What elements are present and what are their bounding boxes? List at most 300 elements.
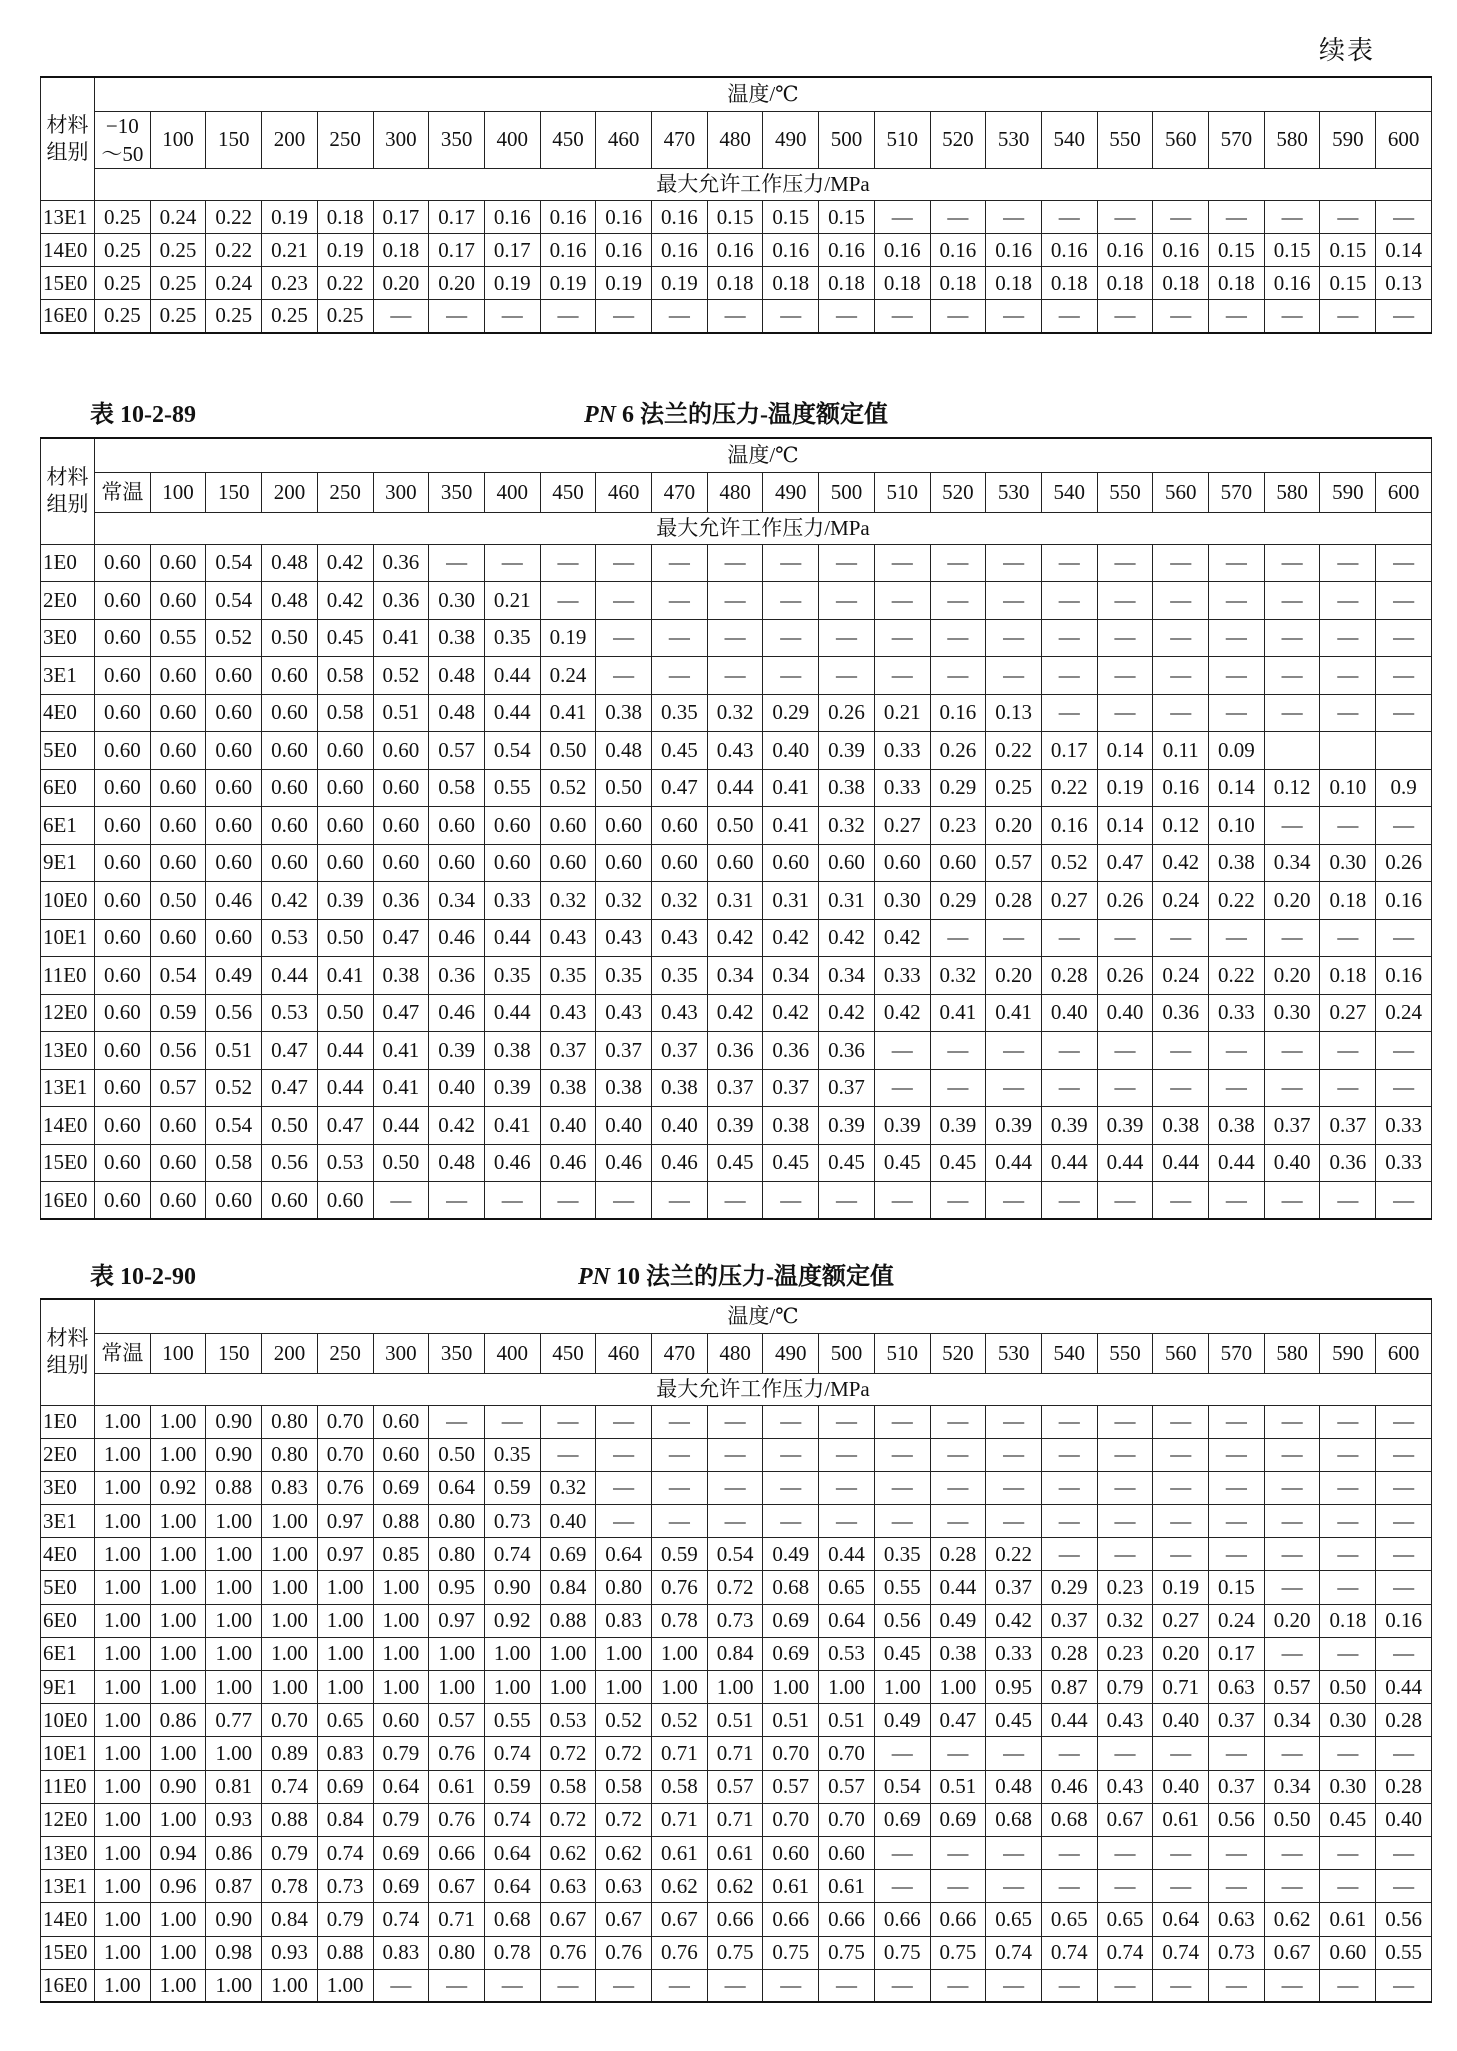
pressure-cell: 0.24 — [1376, 994, 1432, 1032]
pressure-cell: 0.40 — [652, 1107, 708, 1145]
pressure-cell: — — [1264, 1870, 1320, 1903]
temperature-column-header: 550 — [1097, 111, 1153, 169]
pressure-cell: — — [1153, 1836, 1209, 1869]
pressure-cell: 0.45 — [763, 1144, 819, 1182]
pressure-cell: 0.21 — [262, 234, 318, 267]
pressure-cell: 0.27 — [874, 807, 930, 845]
pressure-cell: 0.16 — [1153, 769, 1209, 807]
temperature-column-header: 350 — [429, 111, 485, 169]
pressure-cell: — — [1097, 1836, 1153, 1869]
pressure-cell: 0.53 — [262, 994, 318, 1032]
temperature-header: 温度/℃ — [95, 438, 1432, 472]
pressure-cell: 0.60 — [317, 1182, 373, 1220]
pressure-cell: 0.44 — [484, 919, 540, 957]
pressure-cell: 0.22 — [206, 201, 262, 234]
pressure-cell: 0.67 — [1264, 1936, 1320, 1969]
pressure-cell: 0.30 — [1320, 1704, 1376, 1737]
pressure-cell: 0.59 — [150, 994, 206, 1032]
pressure-cell: 0.64 — [484, 1836, 540, 1869]
pressure-cell: 0.71 — [707, 1803, 763, 1836]
pressure-cell: 0.19 — [540, 619, 596, 657]
pressure-cell: 0.60 — [95, 657, 151, 695]
pressure-cell: — — [1153, 582, 1209, 620]
temperature-column-header: 460 — [596, 472, 652, 512]
temperature-column-header: 520 — [930, 111, 986, 169]
pressure-cell: 0.48 — [596, 732, 652, 770]
pressure-cell: — — [1041, 1438, 1097, 1471]
table-row — [41, 1438, 1432, 1471]
pressure-cell: 0.37 — [1041, 1604, 1097, 1637]
pressure-cell: 0.21 — [484, 582, 540, 620]
pressure-cell: 0.95 — [429, 1571, 485, 1604]
pressure-cell: — — [1320, 1069, 1376, 1107]
ambient-temperature-header — [95, 111, 151, 169]
pressure-cell: 0.64 — [484, 1870, 540, 1903]
pressure-cell: 0.52 — [206, 1069, 262, 1107]
pressure-cell: 1.00 — [206, 1671, 262, 1704]
pressure-cell: 0.25 — [150, 267, 206, 300]
temperature-column-header: 530 — [986, 472, 1042, 512]
pressure-cell: — — [1376, 1737, 1432, 1770]
pressure-cell: 0.72 — [707, 1571, 763, 1604]
pressure-cell: — — [1320, 1182, 1376, 1220]
pressure-cell: 1.00 — [484, 1637, 540, 1670]
header-row-temperature — [41, 438, 1432, 472]
pressure-cell: 0.50 — [540, 732, 596, 770]
pressure-cell: 0.60 — [540, 844, 596, 882]
pressure-cell: — — [930, 1405, 986, 1438]
pressure-cell: 0.60 — [150, 1182, 206, 1220]
pressure-cell: 0.83 — [317, 1737, 373, 1770]
pressure-cell: 0.69 — [930, 1803, 986, 1836]
pressure-cell: 0.60 — [206, 769, 262, 807]
pressure-cell: — — [1264, 657, 1320, 695]
pressure-cell: 0.51 — [707, 1704, 763, 1737]
pressure-cell: 0.51 — [930, 1770, 986, 1803]
temperature-column-header: 600 — [1376, 1333, 1432, 1373]
table-row — [41, 657, 1432, 695]
pressure-cell: — — [1320, 1737, 1376, 1770]
pressure-cell: 0.16 — [1264, 267, 1320, 300]
pressure-cell: 0.69 — [763, 1604, 819, 1637]
pressure-cell: — — [652, 544, 708, 582]
pressure-cell: 0.50 — [317, 994, 373, 1032]
pressure-cell: 0.60 — [95, 544, 151, 582]
pressure-cell: — — [1376, 619, 1432, 657]
pressure-cell: 0.19 — [1153, 1571, 1209, 1604]
pressure-cell: 0.50 — [373, 1144, 429, 1182]
pressure-cell: 1.00 — [373, 1637, 429, 1670]
pressure-cell: — — [1097, 919, 1153, 957]
pressure-cell: 0.76 — [429, 1737, 485, 1770]
pressure-cell: 0.36 — [1153, 994, 1209, 1032]
pressure-cell: — — [1376, 1032, 1432, 1070]
pressure-cell: — — [819, 582, 875, 620]
pressure-cell: 0.15 — [763, 201, 819, 234]
pressure-cell: 1.00 — [150, 1803, 206, 1836]
pressure-cell: 1.00 — [95, 1737, 151, 1770]
pressure-cell: 1.00 — [206, 1969, 262, 2002]
pressure-cell: 0.39 — [1097, 1107, 1153, 1145]
pressure-cell: — — [1320, 1405, 1376, 1438]
pressure-cell: — — [874, 544, 930, 582]
table-row — [41, 234, 1432, 267]
pressure-cell: 0.25 — [95, 300, 151, 333]
temperature-column-header: 200 — [262, 111, 318, 169]
temperature-column-header: 500 — [819, 111, 875, 169]
pressure-cell: — — [652, 657, 708, 695]
pressure-cell: 0.64 — [373, 1770, 429, 1803]
pressure-cell: — — [1320, 1505, 1376, 1538]
temperature-column-header: 540 — [1041, 472, 1097, 512]
pressure-cell: — — [1376, 1438, 1432, 1471]
pressure-cell: 0.16 — [1041, 807, 1097, 845]
pressure-cell: — — [652, 619, 708, 657]
pressure-cell: — — [1153, 300, 1209, 333]
pressure-cell: 0.72 — [540, 1737, 596, 1770]
temperature-header: 温度/℃ — [95, 1299, 1432, 1333]
pressure-cell: 1.00 — [206, 1505, 262, 1538]
pressure-cell: 0.44 — [262, 957, 318, 995]
pressure-cell: 0.40 — [1153, 1704, 1209, 1737]
pressure-cell: — — [652, 1182, 708, 1220]
pressure-cell: — — [1153, 1737, 1209, 1770]
pressure-cell: 0.66 — [763, 1903, 819, 1936]
pressure-cell: 0.40 — [540, 1107, 596, 1145]
pressure-cell: 1.00 — [95, 1870, 151, 1903]
pressure-cell: 0.60 — [95, 1107, 151, 1145]
pressure-cell: 0.88 — [317, 1936, 373, 1969]
pressure-cell: 0.61 — [1320, 1903, 1376, 1936]
table-row — [41, 267, 1432, 300]
pressure-cell: 0.45 — [930, 1144, 986, 1182]
pressure-cell: 0.13 — [1376, 267, 1432, 300]
pressure-cell: 0.32 — [819, 807, 875, 845]
pressure-cell: 0.37 — [986, 1571, 1042, 1604]
pressure-cell: — — [986, 919, 1042, 957]
pressure-cell: 0.94 — [150, 1836, 206, 1869]
pressure-cell: — — [1320, 1032, 1376, 1070]
pressure-cell: 0.60 — [95, 694, 151, 732]
pressure-cell: — — [1153, 201, 1209, 234]
pressure-cell: 0.78 — [484, 1936, 540, 1969]
pressure-cell: — — [540, 582, 596, 620]
pressure-cell: 0.32 — [1097, 1604, 1153, 1637]
pressure-cell: 0.34 — [1264, 1770, 1320, 1803]
pressure-cell: — — [1097, 1505, 1153, 1538]
pressure-cell: 0.14 — [1376, 234, 1432, 267]
pressure-cell: — — [874, 1182, 930, 1220]
pressure-cell: 0.60 — [819, 844, 875, 882]
pressure-cell: 0.16 — [1376, 1604, 1432, 1637]
pressure-cell: 0.88 — [540, 1604, 596, 1637]
pressure-cell: 0.32 — [540, 882, 596, 920]
pressure-cell: 0.90 — [150, 1770, 206, 1803]
material-group-cell: 3E1 — [41, 1505, 95, 1538]
pressure-cell: 0.74 — [373, 1903, 429, 1936]
pressure-cell: 0.31 — [707, 882, 763, 920]
pressure-cell: 0.77 — [206, 1704, 262, 1737]
pressure-cell: 0.60 — [95, 994, 151, 1032]
table-row — [41, 807, 1432, 845]
pressure-cell: 0.46 — [429, 994, 485, 1032]
pressure-cell: 0.39 — [819, 732, 875, 770]
pressure-cell: 0.26 — [930, 732, 986, 770]
pressure-cell: — — [1097, 1471, 1153, 1504]
pressure-cell: 0.60 — [95, 919, 151, 957]
pressure-cell: 0.60 — [150, 919, 206, 957]
pressure-cell: — — [596, 1438, 652, 1471]
temperature-column-header: 200 — [262, 472, 318, 512]
pressure-cell: — — [1097, 694, 1153, 732]
pressure-cell: — — [1097, 544, 1153, 582]
pressure-cell: 0.16 — [540, 234, 596, 267]
header-row-temperature-values — [41, 1333, 1432, 1373]
pressure-cell: 0.22 — [986, 1538, 1042, 1571]
pressure-cell: 0.56 — [262, 1144, 318, 1182]
pressure-cell: 0.19 — [262, 201, 318, 234]
pressure-cell: — — [1264, 582, 1320, 620]
pressure-cell: — — [874, 619, 930, 657]
pressure-cell: — — [1264, 1069, 1320, 1107]
pressure-cell: 0.42 — [262, 882, 318, 920]
pressure-cell: 0.60 — [1320, 1936, 1376, 1969]
pressure-cell: — — [1041, 1405, 1097, 1438]
pressure-cell: — — [1376, 544, 1432, 582]
pressure-cell: — — [1209, 1032, 1265, 1070]
pressure-cell: 0.16 — [652, 201, 708, 234]
pressure-cell: 0.58 — [317, 657, 373, 695]
pressure-cell: — — [874, 300, 930, 333]
pressure-cell: 0.67 — [652, 1903, 708, 1936]
pressure-cell: — — [1041, 657, 1097, 695]
rating-table-continued — [40, 76, 1432, 334]
pressure-cell: — — [484, 300, 540, 333]
pressure-cell: 1.00 — [95, 1936, 151, 1969]
pressure-cell: 0.64 — [596, 1538, 652, 1571]
pressure-cell: 0.35 — [874, 1538, 930, 1571]
pressure-cell: 1.00 — [262, 1671, 318, 1704]
pressure-cell: — — [596, 300, 652, 333]
pressure-cell: 0.36 — [819, 1032, 875, 1070]
pressure-cell: 0.39 — [874, 1107, 930, 1145]
pressure-cell: — — [707, 1438, 763, 1471]
table-row — [41, 1637, 1432, 1670]
material-group-cell: 6E0 — [41, 769, 95, 807]
pressure-cell: — — [763, 544, 819, 582]
pressure-cell: 0.43 — [652, 994, 708, 1032]
pressure-cell: 0.38 — [819, 769, 875, 807]
pressure-cell: 0.76 — [596, 1936, 652, 1969]
pressure-cell: — — [1097, 1032, 1153, 1070]
rating-table-pn10 — [40, 1298, 1432, 2003]
pressure-cell: 0.70 — [317, 1405, 373, 1438]
pressure-cell: 0.80 — [429, 1538, 485, 1571]
table-row — [41, 957, 1432, 995]
pressure-cell: 0.15 — [819, 201, 875, 234]
pressure-cell: 0.41 — [930, 994, 986, 1032]
pressure-cell: 0.32 — [540, 1471, 596, 1504]
pressure-cell: 0.21 — [874, 694, 930, 732]
pressure-cell: 1.00 — [317, 1969, 373, 2002]
pressure-cell: 1.00 — [317, 1604, 373, 1637]
temperature-column-header: 600 — [1376, 111, 1432, 169]
pressure-cell: 0.43 — [596, 994, 652, 1032]
temperature-column-header: 510 — [874, 111, 930, 169]
table-row — [41, 1936, 1432, 1969]
pressure-cell: — — [1209, 657, 1265, 695]
pressure-cell: 0.69 — [874, 1803, 930, 1836]
pressure-cell: 0.60 — [317, 769, 373, 807]
pressure-cell: — — [596, 1969, 652, 2002]
temperature-column-header: 570 — [1209, 1333, 1265, 1373]
pressure-cell: 0.47 — [262, 1032, 318, 1070]
pressure-cell: 0.52 — [652, 1704, 708, 1737]
pressure-cell — [1376, 732, 1432, 770]
pressure-cell: 0.16 — [874, 234, 930, 267]
temperature-column-header: 580 — [1264, 111, 1320, 169]
pressure-cell: 0.84 — [540, 1571, 596, 1604]
pressure-cell: — — [1097, 1069, 1153, 1107]
pressure-cell: 0.69 — [763, 1637, 819, 1670]
pressure-cell: 0.26 — [1097, 957, 1153, 995]
pressure-cell: 0.76 — [652, 1571, 708, 1604]
pressure-cell: 0.40 — [540, 1505, 596, 1538]
temperature-column-header: 250 — [317, 472, 373, 512]
pressure-cell: 0.83 — [373, 1936, 429, 1969]
pressure-cell: 0.56 — [206, 994, 262, 1032]
pressure-cell: — — [1209, 1182, 1265, 1220]
pressure-cell: 0.92 — [150, 1471, 206, 1504]
pressure-cell: — — [1376, 1405, 1432, 1438]
pressure-cell: 0.20 — [1264, 1604, 1320, 1637]
pressure-cell: 0.69 — [540, 1538, 596, 1571]
pressure-cell: 0.31 — [819, 882, 875, 920]
temperature-column-header: 480 — [707, 1333, 763, 1373]
pressure-cell: 0.38 — [596, 694, 652, 732]
pressure-cell: 0.74 — [484, 1803, 540, 1836]
pressure-cell: 0.70 — [819, 1737, 875, 1770]
pressure-cell: 1.00 — [652, 1671, 708, 1704]
pressure-cell: — — [429, 544, 485, 582]
pressure-cell: 0.56 — [874, 1604, 930, 1637]
pressure-cell: 0.60 — [763, 844, 819, 882]
pressure-cell: — — [1041, 1538, 1097, 1571]
pressure-cell: 0.34 — [1264, 844, 1320, 882]
pressure-cell: 0.60 — [95, 769, 151, 807]
pressure-cell: 0.14 — [1209, 769, 1265, 807]
pressure-cell: 0.29 — [763, 694, 819, 732]
pressure-cell: 0.80 — [262, 1438, 318, 1471]
pressure-cell: — — [1209, 300, 1265, 333]
pressure-cell: 0.54 — [874, 1770, 930, 1803]
pressure-cell: 0.40 — [596, 1107, 652, 1145]
pressure-cell: — — [652, 300, 708, 333]
pressure-cell: 0.48 — [262, 582, 318, 620]
pressure-cell: 1.00 — [150, 1671, 206, 1704]
pressure-cell: 0.60 — [262, 769, 318, 807]
pressure-cell: — — [1153, 1505, 1209, 1538]
pressure-cell: 0.51 — [763, 1704, 819, 1737]
pressure-cell: 0.58 — [652, 1770, 708, 1803]
pressure-cell: 0.40 — [1041, 994, 1097, 1032]
pressure-cell: 1.00 — [317, 1671, 373, 1704]
pressure-cell: 0.18 — [819, 267, 875, 300]
pressure-cell: 0.23 — [262, 267, 318, 300]
material-group-cell: 16E0 — [41, 300, 95, 333]
pressure-cell: 0.18 — [874, 267, 930, 300]
pressure-cell: 0.90 — [206, 1405, 262, 1438]
pressure-cell: 0.93 — [262, 1936, 318, 1969]
pressure-cell: — — [874, 1032, 930, 1070]
pressure-cell: 0.97 — [429, 1604, 485, 1637]
pressure-cell: 0.38 — [1209, 844, 1265, 882]
table-row — [41, 994, 1432, 1032]
pressure-cell: 0.52 — [596, 1704, 652, 1737]
temperature-column-header: 550 — [1097, 472, 1153, 512]
pressure-cell: 1.00 — [262, 1571, 318, 1604]
pressure-cell: 0.15 — [1320, 267, 1376, 300]
pressure-cell: 1.00 — [484, 1671, 540, 1704]
pressure-cell: 0.61 — [429, 1770, 485, 1803]
pressure-cell: 0.97 — [317, 1505, 373, 1538]
pressure-cell: — — [986, 1737, 1042, 1770]
pressure-cell: — — [930, 1032, 986, 1070]
pressure-cell: 0.44 — [1153, 1144, 1209, 1182]
pressure-cell: 0.73 — [707, 1604, 763, 1637]
pressure-cell: — — [930, 201, 986, 234]
pressure-cell: — — [930, 919, 986, 957]
pressure-cell: — — [930, 657, 986, 695]
pressure-cell: 1.00 — [150, 1737, 206, 1770]
pressure-cell: 0.60 — [95, 1144, 151, 1182]
pressure-cell: 0.22 — [1209, 882, 1265, 920]
pressure-cell: 0.09 — [1209, 732, 1265, 770]
pressure-cell: 0.35 — [484, 957, 540, 995]
pressure-cell: — — [930, 582, 986, 620]
pressure-cell: 0.10 — [1320, 769, 1376, 807]
pressure-cell: 0.38 — [930, 1637, 986, 1670]
temperature-column-header: 100 — [150, 472, 206, 512]
pressure-cell: 0.44 — [484, 994, 540, 1032]
pressure-cell: 0.18 — [1209, 267, 1265, 300]
pressure-cell: 0.64 — [819, 1604, 875, 1637]
pressure-cell: — — [1041, 1505, 1097, 1538]
pressure-cell: 0.55 — [484, 1704, 540, 1737]
temperature-column-header: 530 — [986, 111, 1042, 169]
pressure-cell: 0.16 — [540, 201, 596, 234]
pressure-cell: 0.16 — [1041, 234, 1097, 267]
pressure-cell: 1.00 — [707, 1671, 763, 1704]
temperature-column-header: 450 — [540, 111, 596, 169]
pressure-cell: — — [540, 544, 596, 582]
pressure-cell: 0.75 — [707, 1936, 763, 1969]
pressure-cell: 0.60 — [262, 657, 318, 695]
temperature-column-header: 460 — [596, 111, 652, 169]
pressure-cell: 0.39 — [317, 882, 373, 920]
pressure-cell: 0.17 — [429, 234, 485, 267]
pressure-cell: — — [1320, 1637, 1376, 1670]
pressure-cell: 0.13 — [986, 694, 1042, 732]
pressure-cell: — — [986, 1505, 1042, 1538]
pressure-cell: — — [1153, 1969, 1209, 2002]
pressure-cell: — — [874, 657, 930, 695]
pressure-cell: 0.39 — [429, 1032, 485, 1070]
pressure-cell: 0.60 — [317, 844, 373, 882]
pressure-cell: — — [1041, 1471, 1097, 1504]
pressure-cell: — — [596, 619, 652, 657]
pressure-cell: 0.70 — [317, 1438, 373, 1471]
